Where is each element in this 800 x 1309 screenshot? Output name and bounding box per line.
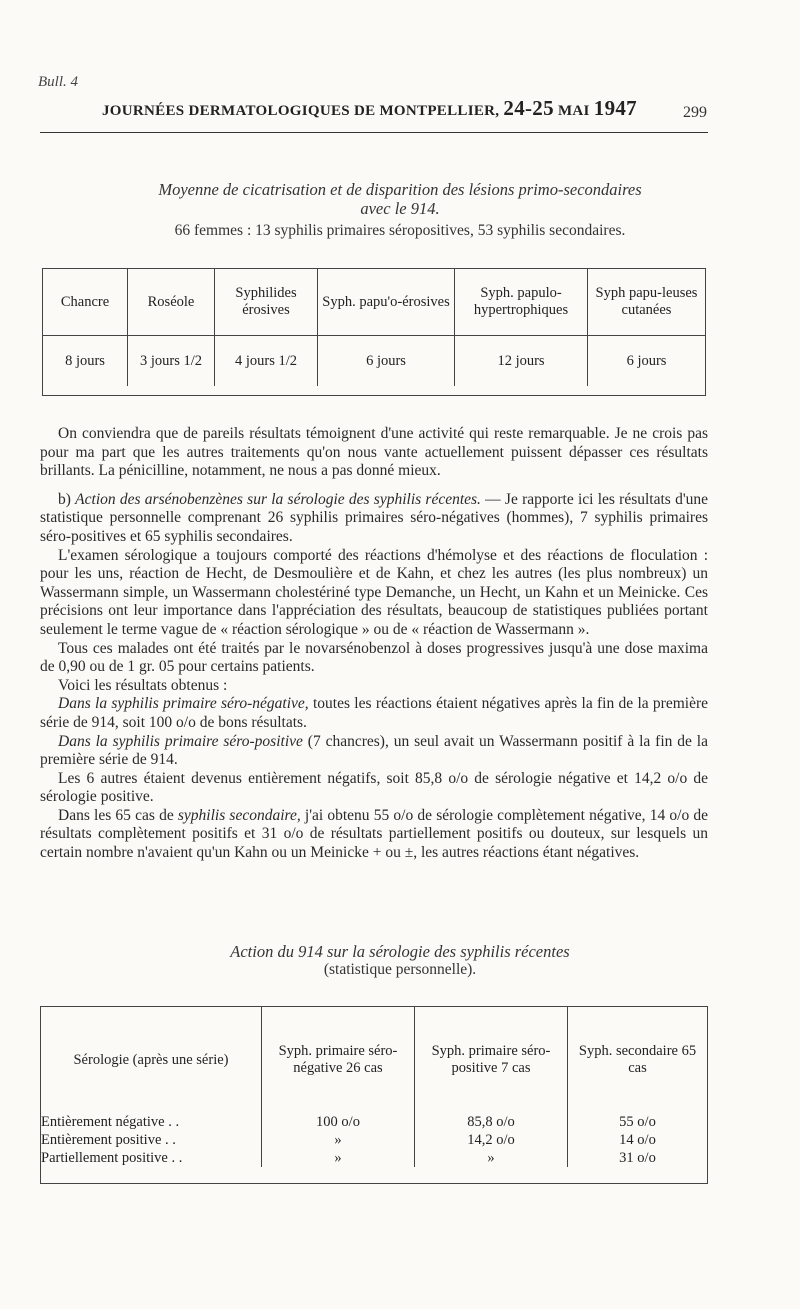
paragraph-prefix: Dans les 65 cas de: [58, 806, 178, 824]
paragraph: Tous ces malades ont été traités par le novarsénobenzol à doses progressives jusqu'à une dose maxima de 0,90 ou de 1 gr. 05 pour certains patients.: [40, 639, 708, 676]
table-cell: 6 jours: [588, 336, 706, 387]
table-header-cell: Syph. primaire séro-négative 26 cas: [262, 1007, 415, 1113]
section-title: Action des arsénobenzènes sur la sérologie des syphilis récentes.: [75, 490, 481, 508]
table-cell: 3 jours 1/2: [128, 336, 215, 387]
paragraph: Voici les résultats obtenus :: [58, 676, 228, 694]
paragraph: [40, 695, 708, 732]
running-head: [102, 96, 637, 121]
table-cell: 12 jours: [455, 336, 588, 387]
table-header-cell: Syph. secondaire 65 cas: [568, 1007, 708, 1113]
table-row: [41, 1131, 707, 1149]
caption2-line2: (statistique personnelle).: [323, 961, 477, 978]
paragraph-text: toutes les réactions étaient négatives après la fin de la première série de 914, soit 100 o/o de bons résultats.: [40, 695, 709, 731]
table-header-cell: Chancre: [43, 269, 128, 336]
paragraph: Les 6 autres étaient devenus entièrement négatifs, soit 85,8 o/o de sérologie négative et 14,2 o/o de sérologie positive.: [40, 769, 708, 806]
emphasis-text: Dans la syphilis primaire séro-négative,: [58, 695, 309, 713]
running-head-year: 1947: [593, 96, 637, 120]
table-cell: »: [262, 1131, 415, 1149]
caption2-line1: Action du 914 sur la sérologie des syphilis récentes: [230, 942, 570, 961]
table-cell: 85,8 o/o: [415, 1113, 568, 1131]
healing-time-table: [42, 268, 706, 396]
table-cell: 6 jours: [318, 336, 455, 387]
table-cell: 8 jours: [43, 336, 128, 387]
emphasis-text: syphilis secondaire,: [177, 806, 301, 824]
table-row: [41, 1149, 707, 1167]
emphasis-text: Dans la syphilis primaire séro-positive: [58, 732, 303, 750]
paragraph-prefix: b): [58, 490, 76, 508]
table-row: [41, 1113, 707, 1131]
running-head-title: JOURNÉES DERMATOLOGIQUES DE MONTPELLIER,: [102, 103, 500, 119]
page-number: 299: [683, 104, 707, 121]
table-header-cell: Roséole: [128, 269, 215, 336]
bulletin-number: Bull. 4: [38, 74, 78, 90]
paragraph-text: j'ai obtenu 55 o/o de sérologie complètement négative, 14 o/o de résultats complètement positifs et 31 o/o de résultats partiellement positifs ou douteux, sur lesquels un certain nombre n'avaient qu'un Kahn ou un Meinicke + ou ±, les autres réactions étant négatives.: [40, 806, 709, 862]
paragraph: [40, 733, 708, 770]
row-label: Entièrement positive . .: [41, 1131, 262, 1149]
running-head-month: MAI: [557, 103, 590, 119]
table-header-cell: Syph. papu'o-érosives: [318, 269, 455, 336]
paragraph-text: (7 chancres), un seul avait un Wassermann positif à la fin de la première série de 914.: [40, 732, 708, 769]
paragraph: [40, 807, 708, 863]
table-header-cell: Syph papu-leuses cutanées: [588, 269, 706, 336]
table-cell: 14 o/o: [568, 1131, 708, 1149]
caption1-line2: avec le 914.: [360, 199, 440, 218]
table-cell: 4 jours 1/2: [215, 336, 318, 387]
table-cell: 31 o/o: [568, 1149, 708, 1167]
header-rule: [40, 132, 708, 133]
row-label: Partiellement positive . .: [41, 1149, 262, 1167]
paragraph: L'examen sérologique a toujours comporté des réactions d'hémolyse et des réactions de floculation : pour les uns, réaction de Hecht, de Desmoulière et de Kahn, et chez les autres (les plus nombreux) un Wassermann simple, un Wassermann cholestériné type Demanche, un Hecht, un Kahn et un Meinicke. Ces précisions ont leur importance dans l'appréciation des résultats, beaucoup de statistiques publiées portant seulement le terme vague de « réaction sérologique » ou de « réaction de Wassermann ».: [40, 546, 708, 638]
table-cell: 55 o/o: [568, 1113, 708, 1131]
table-header-row: [43, 269, 705, 336]
table-cell: 14,2 o/o: [415, 1131, 568, 1149]
paragraph: [40, 491, 708, 547]
caption1-line1: Moyenne de cicatrisation et de disparition des lésions primo-secondaires: [158, 180, 642, 199]
table-cell: 100 o/o: [262, 1113, 415, 1131]
table-header-cell: Syph. primaire séro-positive 7 cas: [415, 1007, 568, 1113]
table-header-cell: Syphilides érosives: [215, 269, 318, 336]
table-cell: »: [262, 1149, 415, 1167]
table-header-row: [41, 1007, 707, 1113]
paragraph-text: — Je rapporte ici les résultats d'une statistique personnelle comprenant 26 syphilis primaires séro-négatives (hommes), 7 syphilis primaires séro-positives et 65 syphilis secondaires.: [40, 490, 708, 545]
paragraph: On conviendra que de pareils résultats témoignent d'une activité qui reste remarquable. Je ne crois pas pour ma part que les autres traitements qu'on nous vante actuellement puissent dépasser ces résultats brillants. La pénicilline, notamment, ne nous a pas donné mieux.: [40, 425, 708, 480]
caption1-line3: 66 femmes : 13 syphilis primaires séropositives, 53 syphilis secondaires.: [174, 222, 626, 239]
table-header-cell: Sérologie (après une série): [41, 1007, 262, 1113]
table-header-cell: Syph. papulo-hypertrophiques: [455, 269, 588, 336]
body-text: [40, 425, 708, 863]
table-row: [43, 336, 705, 387]
table-cell: »: [415, 1149, 568, 1167]
running-head-date: 24-25: [503, 96, 554, 120]
serology-results-table: [40, 1006, 708, 1184]
row-label: Entièrement négative . .: [41, 1113, 262, 1131]
